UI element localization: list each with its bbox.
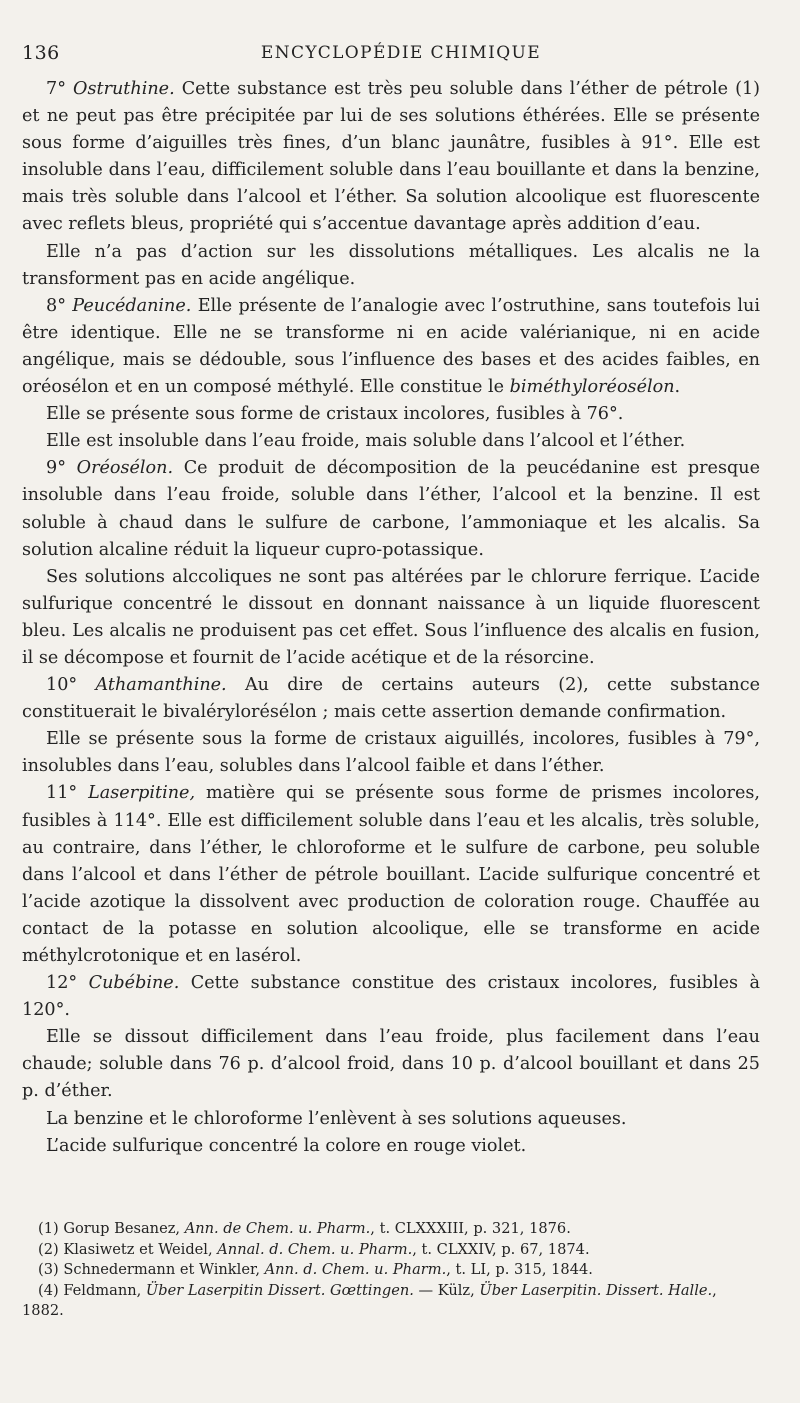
- paragraph: [22, 726, 760, 780]
- paragraph-text: La benzine et le chloroforme l’enlèvent à ses solutions aqueuses.: [46, 1108, 627, 1129]
- footnote-text: , t. CLXXIV, p. 67, 1874.: [412, 1240, 590, 1258]
- paragraph: [22, 401, 760, 428]
- substance-name: Athamanthine.: [95, 675, 227, 696]
- footnote-text: , t. CLXXXIII, p. 321, 1876.: [370, 1220, 571, 1237]
- italic-term: biméthyloréosélon: [509, 377, 675, 398]
- substance-name: Laserpitine,: [88, 783, 196, 804]
- paragraph-text: .: [674, 377, 681, 398]
- footnote-text: , t. LI, p. 315, 1844.: [446, 1261, 593, 1279]
- paragraph: [22, 455, 760, 563]
- footnote-mark: (1): [38, 1220, 59, 1237]
- footnote: [22, 1240, 760, 1261]
- footnote-text: Schnedermann et Winkler,: [58, 1261, 265, 1279]
- paragraph: [22, 239, 760, 293]
- substance-name: Peucédanine.: [72, 295, 192, 316]
- paragraph-text: Elle se présente sous forme de cristaux incolores, fusibles à 76°.: [46, 404, 624, 425]
- paragraph-text: Elle se dissout difficilement dans l’eau froide, plus facilement dans l’eau chaude; soluble dans 76 p. d’alcool froid, dans 10 p. d’alcool bouillant et dans 25 p. d’éther.: [22, 1027, 760, 1102]
- section-number: 9°: [46, 458, 66, 479]
- paragraph-text: Ses solutions alccoliques ne sont pas altérées par le chlorure ferrique. L’acide sulfurique concentré le dissout en donnant naissance à un liquide fluorescent bleu. Les alcalis ne produisent pas cet effet. Sous l’influence des alcalis en fusion, il se décompose et fournit de l’acide acétique et de la résorcine.: [22, 566, 760, 668]
- paragraph: [22, 970, 760, 1024]
- footnote-text: Gorup Besanez,: [58, 1220, 185, 1237]
- citation-title: Über Laserpitin. Dissert. Halle.: [479, 1281, 713, 1299]
- substance-name: Oréosélon.: [76, 458, 174, 479]
- paragraph: [22, 293, 760, 401]
- footnote: [22, 1260, 760, 1281]
- section-number: 12°: [46, 973, 78, 994]
- body-text: [22, 76, 760, 1160]
- paragraph-text: Cette substance constitue des cristaux incolores, fusibles à 120°.: [22, 973, 760, 1021]
- running-title: ENCYCLOPÉDIE CHIMIQUE: [260, 43, 542, 63]
- paragraph: [22, 672, 760, 726]
- paragraph-text: L’acide sulfurique concentré la colore en rouge violet.: [46, 1135, 527, 1156]
- paragraph: [22, 1106, 760, 1133]
- paragraph: [22, 780, 760, 970]
- section-number: 11°: [46, 783, 78, 804]
- section-number: 10°: [46, 675, 78, 696]
- substance-name: Ostruthine.: [73, 79, 175, 99]
- page-header: [22, 42, 780, 68]
- paragraph-text: Elle présente de l’analogie avec l’ostruthine, sans toutefois lui être identique. Elle ne se transforme ni en acide valérianique, ni en acide angélique, mais se dédouble, sous l’influence des bases et des acides faibles, en oréosélon et en un composé méthylé. Elle constitue le: [22, 295, 760, 398]
- citation-title: Annal. d. Chem. u. Pharm.: [217, 1240, 413, 1258]
- citation-title: Über Laserpitin Dissert. Gœttingen.: [145, 1281, 414, 1299]
- paragraph-text: Ce produit de décomposition de la peucédanine est presque insoluble dans l’eau froide, soluble dans l’éther, l’alcool et la benzine. Il est soluble à chaud dans le sulfure de carbone, l’ammoniaque et les alcalis. Sa solution alcaline réduit la liqueur cupro-potassique.: [22, 458, 761, 560]
- footnote-mark: (3): [38, 1261, 59, 1279]
- footnote-mark: (4): [38, 1281, 59, 1299]
- footnote: [22, 1281, 760, 1322]
- footnote-text: — Külz,: [413, 1281, 480, 1299]
- citation-title: Ann. d. Chem. u. Pharm.: [264, 1261, 447, 1279]
- footnote-text: Feldmann,: [58, 1281, 146, 1299]
- section-number: 8°: [46, 295, 66, 316]
- paragraph-text: Cette substance est très peu soluble dans l’éther de pétrole (1) et ne peut pas être précipitée par lui de ses solutions éthérées. Elle se présente sous forme d’aiguilles très fines, d’un blanc jaunâtre, fusibles à 91°. Elle est insoluble dans l’eau, difficilement soluble dans l’eau bouillante et dans la benzine, mais très soluble dans l’alcool et l’éther. Sa solution alcoolique est fluorescente avec reflets bleus, propriété qui s’accentue davantage après addition d’eau.: [22, 79, 761, 235]
- footnote: [22, 1219, 760, 1240]
- paragraph: [22, 1024, 760, 1105]
- paragraph-text: Elle n’a pas d’action sur les dissolutions métalliques. Les alcalis ne la transforment pas en acide angélique.: [22, 241, 760, 289]
- page-number: 136: [22, 42, 60, 64]
- paragraph: [22, 564, 760, 672]
- footnotes: [22, 1219, 760, 1322]
- substance-name: Cubébine.: [88, 973, 180, 994]
- section-number: 7°: [46, 79, 66, 99]
- paragraph-text: Au dire de certains auteurs (2), cette substance constituerait le bivalérylorésélon ; mais cette assertion demande confirmation.: [22, 675, 760, 723]
- paragraph-text: Elle se présente sous la forme de cristaux aiguillés, incolores, fusibles à 79°, insolubles dans l’eau, solubles dans l’alcool faible et dans l’éther.: [22, 729, 760, 777]
- paragraph: [22, 428, 760, 455]
- paragraph-text: Elle est insoluble dans l’eau froide, mais soluble dans l’alcool et l’éther.: [46, 431, 686, 452]
- paragraph: [22, 76, 760, 239]
- paragraph-text: matière qui se présente sous forme de prismes incolores, fusibles à 114°. Elle est difficilement soluble dans l’eau et les alcalis, très soluble, au contraire, dans l’éther, le chloroforme et le sulfure de carbone, peu soluble dans l’alcool et dans l’éther de pétrole bouillant. L’acide sulfurique concentré et l’acide azotique la dissolvent avec production de coloration rouge. Chauffée au contact de la potasse en solution alcoolique, elle se transforme en acide méthylcrotonique et en lasérol.: [22, 783, 760, 966]
- paragraph: [22, 1133, 760, 1160]
- footnote-mark: (2): [38, 1240, 59, 1258]
- footnote-text: Klasiwetz et Weidel,: [58, 1240, 218, 1258]
- footnote-text: , 1882.: [22, 1281, 717, 1320]
- citation-title: Ann. de Chem. u. Pharm.: [184, 1220, 371, 1237]
